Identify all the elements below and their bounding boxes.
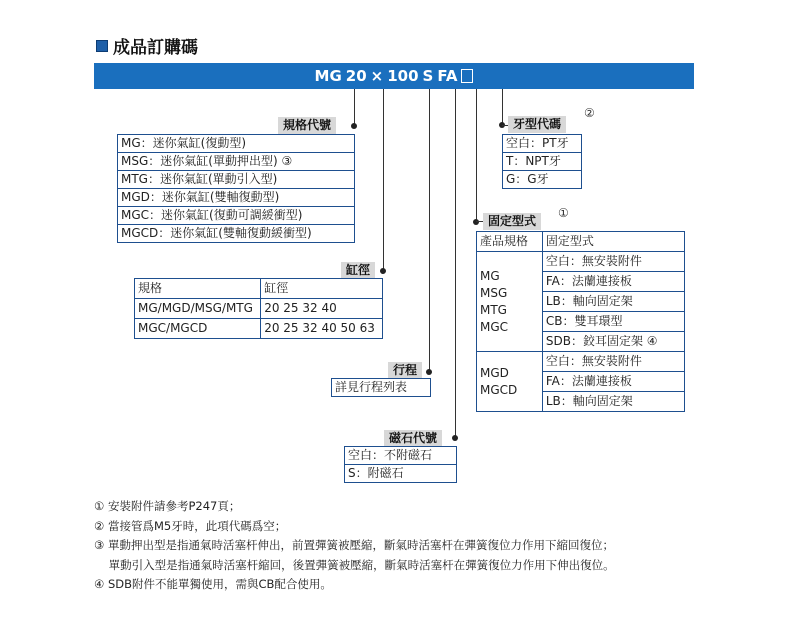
mount-option-cell: FA：法蘭連接板 [542, 372, 684, 392]
thread-note-mark: ② [584, 106, 595, 120]
mount-header-row [477, 232, 685, 252]
code-part-times: × [370, 67, 384, 85]
footnote: 單動引入型是指通氣時活塞杆縮回，後置彈簧被壓縮，斷氣時活塞杆在彈簧復位力作用下伸出復位。 [94, 557, 615, 572]
mount-header-model: 產品規格 [477, 232, 543, 252]
mount-models-cell [477, 252, 543, 352]
connector-bore [383, 89, 384, 271]
spec-row: MGD：迷你氣缸(雙軸復動型) [118, 189, 354, 207]
magnet-label: 磁石代號 [384, 430, 442, 447]
code-thread-box-icon [461, 69, 473, 83]
mount-label: 固定型式 [483, 213, 541, 230]
spec-label: 規格代號 [278, 117, 336, 134]
table-row [135, 319, 383, 339]
footnotes [94, 497, 615, 595]
dot-stroke [426, 369, 432, 375]
bore-header-row [135, 279, 383, 299]
mount-option-cell: CB：雙耳環型 [542, 312, 684, 332]
magnet-list [344, 446, 457, 483]
bore-spec-cell: MG/MGD/MSG/MTG [135, 299, 261, 319]
spec-row: MSG：迷你氣缸(單動押出型) ③ [118, 153, 354, 171]
mount-option-cell: LB：軸向固定架 [542, 292, 684, 312]
magnet-row: S：附磁石 [348, 466, 404, 480]
mount-model: MGCD [480, 382, 518, 397]
footnote: ③ 單動押出型是指通氣時活塞杆伸出，前置彈簧被壓縮，斷氣時活塞杆在彈簧復位力作用下縮回復位； [94, 538, 614, 552]
mount-note-mark: ① [558, 206, 569, 220]
order-code [94, 63, 694, 89]
footnote: ② 當接管爲M5牙時，此項代碼爲空； [94, 518, 287, 533]
connector-stroke [429, 89, 430, 372]
mount-option-cell: 空白：無安裝附件 [542, 352, 684, 372]
mount-model: MGC [480, 319, 509, 334]
stroke-box [331, 378, 431, 397]
mount-table [476, 231, 685, 412]
table-row [477, 352, 685, 372]
title-square-icon [96, 40, 108, 52]
dot-mount [473, 219, 479, 225]
mount-header-type: 固定型式 [542, 232, 684, 252]
footnote: ① 安裝附件請參考P247頁； [94, 499, 241, 513]
code-part-series: MG [314, 67, 342, 85]
mount-model: MGD [480, 365, 509, 380]
mount-option-cell: FA：法蘭連接板 [542, 272, 684, 292]
mount-model: MG [480, 268, 500, 283]
spec-row: MG：迷你氣缸(復動型) [118, 135, 354, 153]
stroke-label: 行程 [388, 362, 422, 379]
mount-option-cell: SDB：鉸耳固定架 ④ [542, 332, 684, 352]
bore-size-cell: 20 25 32 40 50 63 [261, 319, 383, 339]
table-row [477, 252, 685, 272]
bore-spec-cell: MGC/MGCD [135, 319, 261, 339]
mount-models-cell [477, 352, 543, 412]
thread-row: 空白：PT牙 [503, 135, 581, 153]
stroke-text: 詳見行程列表 [335, 380, 408, 394]
mount-option-cell: 空白：無安裝附件 [542, 252, 684, 272]
page-title: 成品訂購碼 [113, 38, 198, 58]
connector-magnet [455, 89, 456, 438]
order-code-bar [94, 63, 694, 89]
mount-option-cell: LB：軸向固定架 [542, 392, 684, 412]
table-row [135, 299, 383, 319]
bore-header-spec: 規格 [135, 279, 261, 299]
mount-tick [476, 221, 483, 222]
connector-mount [476, 89, 477, 222]
connector-spec [354, 89, 355, 126]
code-part-magnet: S [422, 67, 434, 85]
bore-size-cell: 20 25 32 40 [261, 299, 383, 319]
dot-bore [380, 268, 386, 274]
bore-label: 缸徑 [341, 262, 375, 279]
thread-row: G：G牙 [506, 172, 549, 186]
mount-model: MSG [480, 285, 508, 300]
dot-spec [351, 123, 357, 129]
connector-thread [502, 89, 503, 125]
magnet-row: 空白：不附磁石 [345, 447, 456, 465]
thread-list [502, 134, 582, 189]
spec-row: MGCD：迷你氣缸(雙軸復動緩衝型) [121, 226, 312, 240]
spec-list [117, 134, 355, 243]
spec-row: MGC：迷你氣缸(復動可調緩衝型) [118, 207, 354, 225]
thread-row: T：NPT牙 [503, 153, 581, 171]
code-part-stroke: 100 [387, 67, 419, 85]
code-part-mount: FA [437, 67, 458, 85]
footnote: ④ SDB附件不能單獨使用，需與CB配合使用。 [94, 577, 332, 591]
mount-model: MTG [480, 302, 507, 317]
bore-header-size: 缸徑 [261, 279, 383, 299]
spec-row: MTG：迷你氣缸(單動引入型) [118, 171, 354, 189]
dot-magnet [452, 435, 458, 441]
code-part-bore: 20 [345, 67, 367, 85]
bore-table [134, 278, 383, 339]
thread-label: 牙型代碼 [508, 116, 566, 133]
